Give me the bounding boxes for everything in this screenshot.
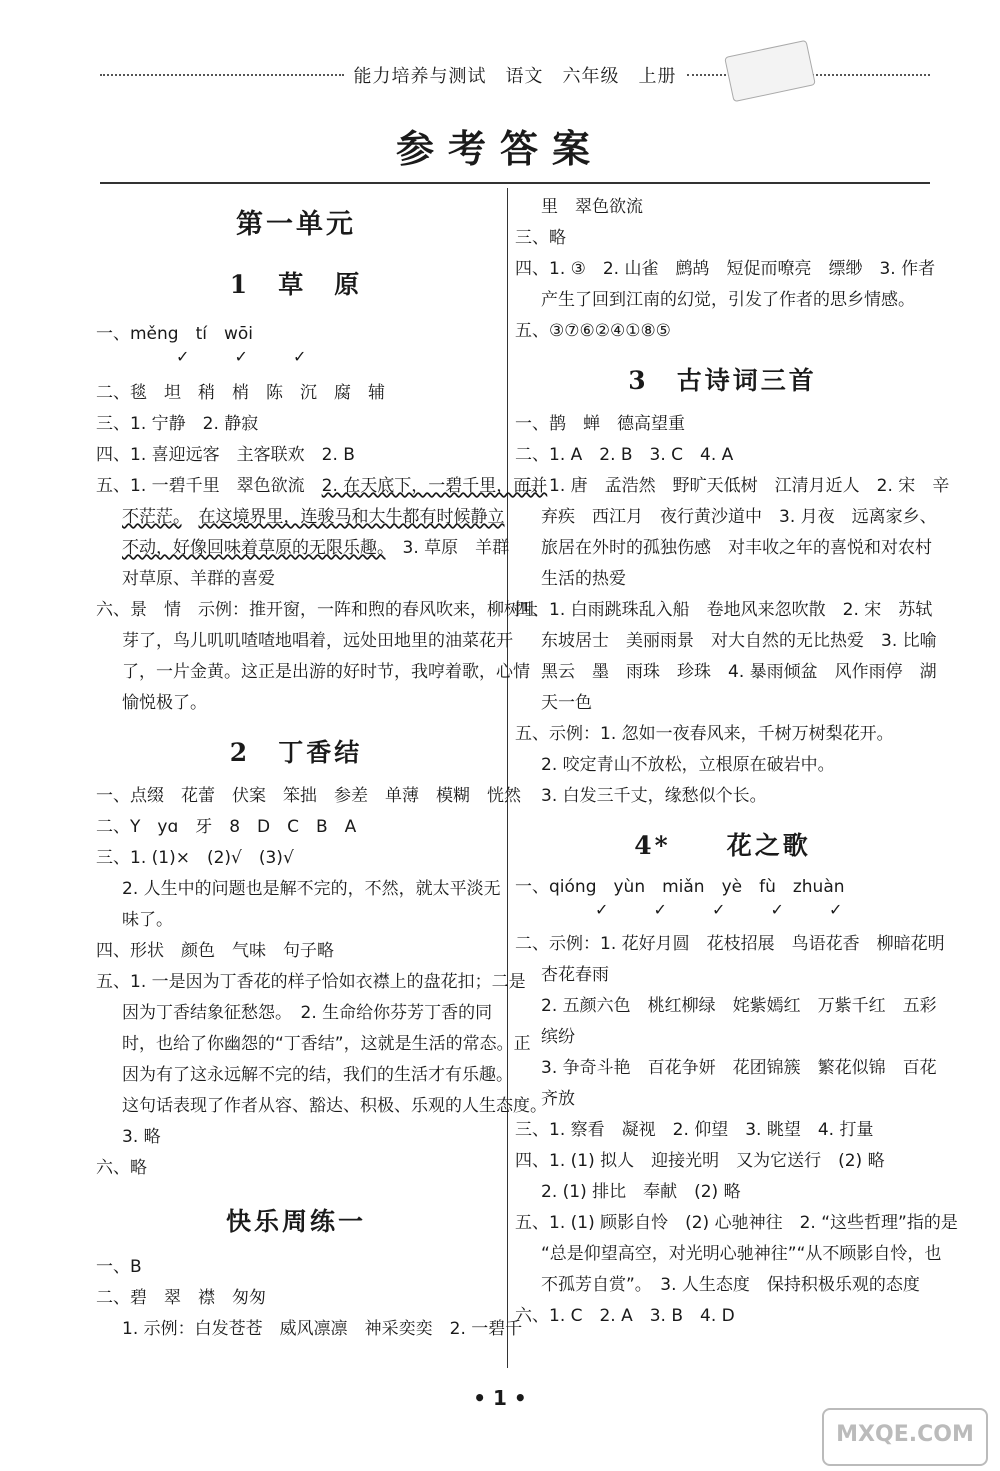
answer-line [96, 533, 510, 564]
answer-line: 2. 五颜六色 桃红柳绿 姹紫嫣红 万紫千红 五彩 [541, 996, 937, 1016]
page-number: • 1 • [473, 1386, 527, 1410]
answer-line: 2. (1) 排比 奉献 (2) 略 [541, 1182, 741, 1202]
underlined-text: 2. 在天底下，一碧千里，而并 [321, 476, 548, 496]
answer-line: 三、1. 唐 孟浩然 野旷天低树 江清月近人 2. 宋 辛 [515, 476, 950, 496]
answer-line: 一、鹊 蝉 德高望重 [515, 414, 685, 434]
answer-line: 齐放 [541, 1089, 575, 1109]
answer-line: 三、1. 察看 凝视 2. 仰望 3. 眺望 4. 打量 [515, 1120, 874, 1140]
answer-line: 四、1. 白雨跳珠乱入船 卷地风来忽吹散 2. 宋 苏轼 [515, 600, 933, 620]
answer-line: 时，也给了你幽怨的“丁香结”，这就是生活的常态。正 [122, 1034, 531, 1054]
title-rule [100, 182, 930, 184]
right-column [515, 190, 958, 1332]
watermark-logo: MXQE.COM [822, 1408, 988, 1466]
answer-line: 了，一片金黄。这正是出游的好时节，我哼着歌，心情 [122, 662, 530, 682]
answer-line: 二、Y yɑ 牙 8 D C B A [96, 817, 357, 837]
answer-line: 缤纷 [541, 1027, 575, 1047]
answer-line: 四、1. ③ 2. 山雀 鹧鸪 短促而嘹亮 缥缈 3. 作者 [515, 259, 936, 279]
answer-line: 3. 争奇斗艳 百花争妍 花团锦簇 繁花似锦 百花 [541, 1058, 937, 1078]
answer-text: 五、1. 一碧千里 翠色欲流 [96, 476, 322, 496]
answer-line: 产生了回到江南的幻觉，引发了作者的思乡情感。 [541, 290, 915, 310]
answer-line: 3. 白发三千丈，缘愁似个长。 [541, 786, 767, 806]
answer-line: 二、碧 翠 襟 匆匆 [96, 1288, 266, 1308]
answer-line: 一、měng tí wōi [96, 324, 254, 344]
answer-line: 五、1. 一是因为丁香花的样子恰如衣襟上的盘花扣；二是 [96, 972, 526, 992]
header-dots-left [100, 74, 344, 76]
check-marks: ✓ ✓ ✓ ✓ ✓ [595, 900, 863, 919]
answer-line: 三、1. (1)× (2)√ (3)√ [96, 848, 294, 868]
answer-line [96, 502, 505, 533]
answer-line: 里 翠色欲流 [541, 197, 643, 217]
section-title: 3 古诗词三首 [628, 366, 817, 395]
answer-line: 天一色 [541, 693, 592, 713]
answer-line: 二、毯 坦 稍 梢 陈 沉 腐 辅 [96, 383, 385, 403]
answer-line: 2. 人生中的问题也是解不完的，不然，就太平淡无 [122, 879, 501, 899]
answer-line: 弃疾 西江月 夜行黄沙道中 3. 月夜 远离家乡、 [541, 507, 937, 527]
answer-line: 四、形状 颜色 气味 句子略 [96, 941, 334, 961]
answer-line: 东坡居士 美丽雨景 对大自然的无比热爱 3. 比喻 [541, 631, 937, 651]
answer-line: 3. 略 [122, 1127, 161, 1147]
answer-line: 杏花春雨 [541, 965, 609, 985]
answer-line: 不孤芳自赏”。 3. 人生态度 保持积极乐观的态度 [541, 1275, 920, 1295]
answer-line: 这句话表现了作者从容、豁达、积极、乐观的人生态度。 [122, 1096, 547, 1116]
answer-line: 二、1. A 2. B 3. C 4. A [515, 445, 734, 465]
answer-line: 二、示例：1. 花好月圆 花枝招展 鸟语花香 柳暗花明 [515, 934, 945, 954]
answer-line: 五、1. (1) 顾影自怜 (2) 心驰神往 2. “这些哲理”指的是 [515, 1213, 958, 1233]
stamp-logo [724, 40, 816, 102]
answer-line: 旅居在外时的孤独伤感 对丰收之年的喜悦和对农村 [541, 538, 932, 558]
answer-line: 六、1. C 2. A 3. B 4. D [515, 1306, 735, 1326]
answer-line: 1. 示例：白发苍苍 威风凛凛 神采奕奕 2. 一碧千 [122, 1319, 523, 1339]
answer-line: 四、1. 喜迎远客 主客联欢 2. B [96, 445, 355, 465]
answer-line: 芽了，鸟儿叽叽喳喳地唱着，远处田地里的油菜花开 [122, 631, 513, 651]
column-divider [507, 188, 508, 1368]
answer-line: 愉悦极了。 [122, 693, 207, 713]
section-title: 快乐周练一 [225, 1207, 366, 1236]
underlined-text: 不动，好像回味着草原的无限乐趣。 [122, 538, 386, 558]
header-text: 能力培养与测试 语文 六年级 上册 [353, 66, 677, 87]
underlined-text: 不茫茫。 [122, 507, 182, 527]
answer-line: 生活的热爱 [541, 569, 626, 589]
section-title: 4* 花之歌 [634, 831, 811, 860]
answer-text: 3. 草原 羊群 [385, 538, 510, 558]
unit-title: 第一单元 [236, 209, 356, 240]
check-marks: ✓ ✓ ✓ [176, 347, 327, 366]
answer-line: 六、景 情 示例：推开窗，一阵和煦的春风吹来，柳树吐 [96, 600, 538, 620]
answer-line: 2. 咬定青山不放松，立根原在破岩中。 [541, 755, 835, 775]
answer-line: 味了。 [122, 910, 173, 930]
answer-line: 五、③⑦⑥②④①⑧⑤ [515, 321, 671, 341]
answer-line: 因为丁香结象征愁怨。 2. 生命给你芬芳丁香的同 [122, 1003, 493, 1023]
answer-line: 五、示例：1. 忽如一夜春风来，千树万树梨花开。 [515, 724, 894, 744]
answer-line: 因为有了这永远解不完的结，我们的生活才有乐趣。 [122, 1065, 513, 1085]
page-title: 参考答案 [395, 126, 604, 171]
answer-line: 四、1. (1) 拟人 迎接光明 又为它送行 (2) 略 [515, 1151, 885, 1171]
answer-line [96, 471, 548, 502]
answer-line: “总是仰望高空，对光明心驰神往”“从不顾影自怜，也 [541, 1244, 942, 1264]
answer-line: 对草原、羊群的喜爱 [122, 569, 275, 589]
answer-line: 一、qióng yùn miǎn yè fù zhuàn [515, 877, 845, 897]
section-title: 2 丁香结 [229, 738, 363, 767]
answer-line: 一、点缀 花蕾 伏案 笨拙 参差 单薄 模糊 恍然 [96, 786, 521, 806]
answer-line: 三、1. 宁静 2. 静寂 [96, 414, 259, 434]
underlined-text: 在这境界里，连骏马和大牛都有时候静立 [198, 507, 505, 527]
answer-line: 三、略 [515, 228, 566, 248]
answer-line: 六、略 [96, 1158, 147, 1178]
section-title: 1 草 原 [229, 270, 363, 299]
answer-line: 黑云 墨 雨珠 珍珠 4. 暴雨倾盆 风作雨停 湖 [541, 662, 937, 682]
answer-line: 一、B [96, 1257, 142, 1277]
